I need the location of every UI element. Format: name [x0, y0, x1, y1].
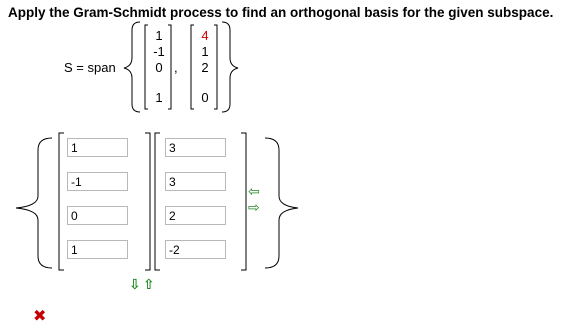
- vector2-entry: 2: [201, 60, 209, 75]
- answer-col1-input[interactable]: [67, 240, 128, 259]
- wrong-x-icon: ✖: [33, 308, 47, 325]
- vector1-entry: 1: [155, 90, 163, 105]
- span-right-brace: [222, 22, 238, 112]
- answer-col1-input[interactable]: [67, 138, 128, 157]
- vector1-entry: 1: [155, 28, 163, 43]
- subspace-label: S = span: [64, 60, 116, 75]
- answer-col2-input[interactable]: [165, 206, 226, 225]
- col1-right-bracket: [145, 133, 150, 270]
- up-arrow-icon[interactable]: ⇧: [143, 276, 155, 292]
- col2-right-bracket: [241, 133, 246, 270]
- answer-right-brace: [265, 138, 298, 268]
- span-left-brace: [124, 22, 140, 112]
- vector2-entry: 1: [201, 44, 209, 59]
- answer-col2-input[interactable]: [165, 240, 226, 259]
- answer-col1-input[interactable]: [67, 206, 128, 225]
- answer-col1-input[interactable]: [67, 172, 128, 191]
- left-arrow-icon[interactable]: ⇦: [248, 183, 260, 199]
- answer-col2-input[interactable]: [165, 172, 226, 191]
- vector2-entry: 4: [201, 28, 209, 43]
- vector1-entry: -1: [153, 44, 165, 59]
- vector-separator: ,: [174, 60, 178, 75]
- down-arrow-icon[interactable]: ⇩: [129, 276, 141, 292]
- vector1-left-bracket: [145, 25, 148, 109]
- col1-left-bracket: [59, 133, 64, 270]
- question-text: Apply the Gram-Schmidt process to find an orthogonal basis for the given subspace.: [8, 5, 554, 20]
- right-arrow-icon[interactable]: ⇨: [248, 199, 260, 215]
- col2-left-bracket: [155, 133, 160, 270]
- vector2-entry: 0: [201, 90, 209, 105]
- answer-left-brace: [16, 138, 52, 268]
- vector2-left-bracket: [191, 25, 194, 109]
- vector1-entry: 0: [155, 60, 163, 75]
- answer-col2-input[interactable]: [165, 138, 226, 157]
